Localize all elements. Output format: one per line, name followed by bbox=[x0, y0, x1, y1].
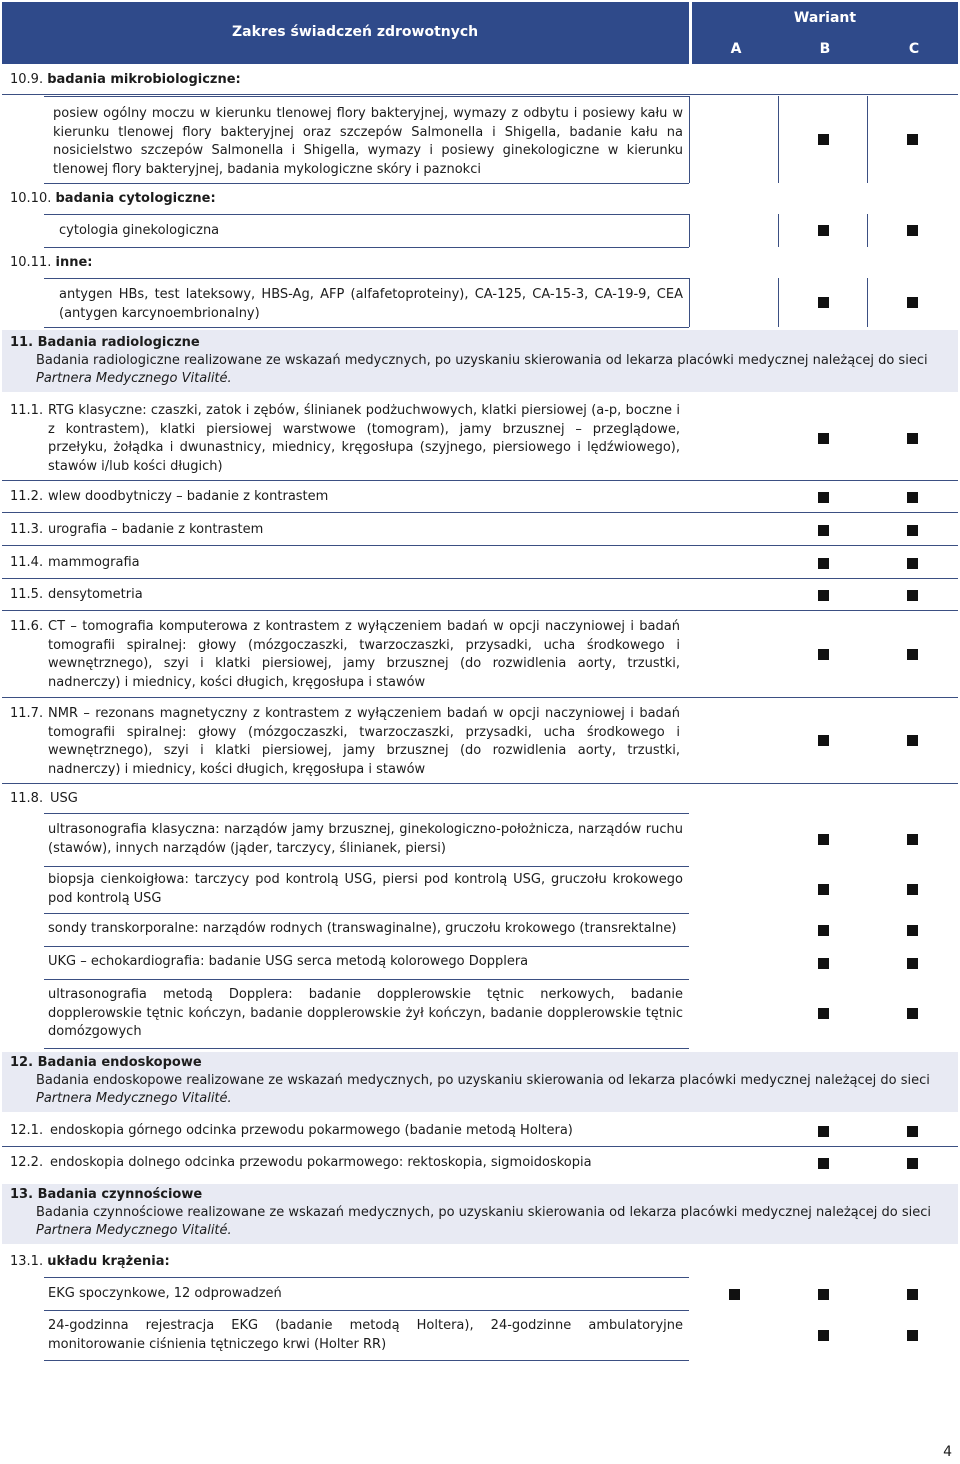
page-number: 4 bbox=[943, 1444, 952, 1460]
group-13 bbox=[2, 1184, 958, 1244]
mark-b bbox=[818, 297, 829, 308]
divider bbox=[2, 610, 958, 611]
item-number: 11.8. bbox=[10, 791, 44, 806]
item-number: 11.1. bbox=[10, 403, 44, 418]
variant-a-label: A bbox=[730, 41, 742, 57]
mark-b bbox=[818, 134, 829, 145]
table-row bbox=[44, 947, 689, 980]
mark-b bbox=[818, 958, 829, 969]
mark-b bbox=[818, 433, 829, 444]
mark-c bbox=[907, 225, 918, 236]
item-text: wlew doodbytniczy – badanie z kontrastem bbox=[48, 489, 329, 504]
row-text: antygen HBs, test lateksowy, HBS-Ag, AFP (alfafetoproteiny), CA-125, CA-15-3, CA-19-9, CEA (antygen karcynoembrionalny) bbox=[59, 287, 683, 321]
column-line bbox=[867, 278, 868, 327]
table-row bbox=[44, 96, 689, 184]
section-number: 10.9. bbox=[10, 72, 44, 87]
mark-b bbox=[818, 1289, 829, 1300]
item-text: urografia – badanie z kontrastem bbox=[48, 522, 264, 537]
item-text: endoskopia górnego odcinka przewodu pokarmowego (badanie metodą Holtera) bbox=[50, 1123, 573, 1138]
row-text: biopsja cienkoigłowa: tarczycy pod kontrolą USG, piersi pod kontrolą USG, gruczołu krokowego pod kontrolą USG bbox=[48, 872, 683, 906]
section-10-9 bbox=[10, 72, 241, 87]
section-number: 13.1. bbox=[10, 1254, 44, 1269]
item-number: 11.2. bbox=[10, 489, 44, 504]
divider bbox=[2, 783, 958, 784]
item-text: RTG klasyczne: czaszki, zatok i zębów, ślinianek podżuchwowych, klatki piersiowej (a-p, boczne i z kontrastem), klatki piersiowej warstwowe (tomogram), jamy brzusznej – przeglądowe, przełyku, żołądka i dwunastnicy, miednicy, kręgosłupa (szyjnego, piersiowego i lędźwiowego), stawów i/lub kości długich) bbox=[48, 403, 680, 474]
row-text: EKG spoczynkowe, 12 odprowadzeń bbox=[48, 1286, 282, 1301]
column-line bbox=[867, 214, 868, 247]
section-number: 10.10. bbox=[10, 191, 52, 206]
row-text: ultrasonografia klasyczna: narządów jamy brzusznej, ginekologiczno-położnicza, narządów ruchu (stawów), innych narządów (jąder, tarczycy, ślinianek, piersi) bbox=[48, 822, 683, 856]
group-partner: Partnera Medycznego Vitalité. bbox=[36, 371, 232, 386]
group-11 bbox=[2, 330, 958, 392]
variant-c-label: C bbox=[908, 41, 920, 57]
mark-c bbox=[907, 433, 918, 444]
mark-c bbox=[907, 525, 918, 536]
column-line bbox=[778, 96, 779, 183]
mark-b bbox=[818, 558, 829, 569]
table-row bbox=[44, 1277, 689, 1311]
divider bbox=[2, 480, 958, 481]
table-header-variant bbox=[692, 2, 958, 64]
group-title: 11. Badania radiologiczne bbox=[10, 335, 200, 350]
divider bbox=[2, 697, 958, 698]
group-title: 13. Badania czynnościowe bbox=[10, 1187, 203, 1202]
group-description: Badania endoskopowe realizowane ze wskazań medycznych, po uzyskaniu skierowania od lekarza placówki medycznej należącej do sieci bbox=[36, 1073, 930, 1088]
mark-c bbox=[907, 1289, 918, 1300]
mark-c bbox=[907, 649, 918, 660]
item-number: 12.1. bbox=[10, 1123, 44, 1138]
item-number: 12.2. bbox=[10, 1155, 44, 1170]
mark-b bbox=[818, 1126, 829, 1137]
header-wariant: Wariant bbox=[793, 10, 857, 26]
item-number: 11.3. bbox=[10, 522, 44, 537]
table-row bbox=[44, 214, 689, 248]
item-text: endoskopia dolnego odcinka przewodu pokarmowego: rektoskopia, sigmoidoskopia bbox=[50, 1155, 592, 1170]
mark-c bbox=[907, 492, 918, 503]
section-label: układu krążenia: bbox=[47, 1254, 170, 1269]
row-text: posiew ogólny moczu w kierunku tlenowej flory bakteryjnej, wymazy z odbytu i posiewy kału w kierunku tlenowej flory bakteryjnej oraz szczepów Salmonella i Shigella, badanie kału na nosicielstwo szczepów Salmonella i Shigella, wymazy i posiewy ginekologiczne w kierunku tlenowej flory bakteryjnej, badania mykologiczne skóry i paznokci bbox=[53, 106, 683, 177]
divider bbox=[2, 512, 958, 513]
section-10-11 bbox=[10, 255, 92, 270]
mark-b bbox=[818, 1330, 829, 1341]
group-description: Badania radiologiczne realizowane ze wskazań medycznych, po uzyskaniu skierowania od lekarza placówki medycznej należącej do sieci bbox=[36, 353, 928, 368]
header-title: Zakres świadczeń zdrowotnych bbox=[232, 24, 479, 40]
group-title: 12. Badania endoskopowe bbox=[10, 1055, 202, 1070]
mark-c bbox=[907, 958, 918, 969]
divider bbox=[2, 1146, 958, 1147]
mark-a bbox=[729, 1289, 740, 1300]
table-row bbox=[44, 278, 689, 328]
mark-b bbox=[818, 1008, 829, 1019]
row-text: sondy transkorporalne: narządów rodnych (transwaginalne), gruczołu krokowego (transrektalne) bbox=[48, 921, 677, 936]
column-line bbox=[778, 278, 779, 327]
section-10-10 bbox=[10, 191, 216, 206]
mark-c bbox=[907, 297, 918, 308]
item-text: NMR – rezonans magnetyczny z kontrastem z wyłączeniem badań w opcji naczyniowej i badań tomografii spiralnej: głowy (mózgoczaszki, twarzoczaszki, przysadki, ucha środkowego i wewnętrznego), szyi i klatki piersiowej, jamy brzusznej (do rozwidlenia aorty, trzustki, nadnerczy) i miednicy, kości długich, kręgosłupa i stawów bbox=[48, 706, 680, 777]
row-text: ultrasonografia metodą Dopplera: badanie dopplerowskie tętnic nerkowych, badanie dopplerowskie tętnic kończyn, badanie dopplerowskie żył kończyn, badanie dopplerowskie tętnic domózgowych bbox=[48, 987, 683, 1039]
mark-c bbox=[907, 884, 918, 895]
item-number: 11.5. bbox=[10, 587, 44, 602]
section-number: 10.11. bbox=[10, 255, 52, 270]
column-line bbox=[689, 278, 690, 327]
mark-c bbox=[907, 925, 918, 936]
mark-c bbox=[907, 1008, 918, 1019]
item-number: 11.7. bbox=[10, 706, 44, 721]
table-row bbox=[44, 1310, 689, 1361]
table-row bbox=[44, 980, 689, 1049]
mark-c bbox=[907, 134, 918, 145]
section-label: badania mikrobiologiczne: bbox=[47, 72, 241, 87]
variant-b-label: B bbox=[819, 41, 831, 57]
column-line bbox=[689, 96, 690, 183]
group-partner: Partnera Medycznego Vitalité. bbox=[36, 1223, 232, 1238]
mark-c bbox=[907, 1330, 918, 1341]
mark-b bbox=[818, 1158, 829, 1169]
mark-b bbox=[818, 735, 829, 746]
row-text: UKG – echokardiografia: badanie USG serca metodą kolorowego Dopplera bbox=[48, 954, 529, 969]
column-line bbox=[778, 214, 779, 247]
mark-b bbox=[818, 649, 829, 660]
mark-b bbox=[818, 834, 829, 845]
section-13-1 bbox=[10, 1254, 170, 1269]
mark-c bbox=[907, 558, 918, 569]
item-number: 11.6. bbox=[10, 619, 44, 634]
mark-c bbox=[907, 834, 918, 845]
table-row bbox=[44, 866, 689, 914]
mark-c bbox=[907, 1158, 918, 1169]
column-line bbox=[867, 96, 868, 183]
mark-b bbox=[818, 925, 829, 936]
section-label: badania cytologiczne: bbox=[55, 191, 216, 206]
mark-b bbox=[818, 590, 829, 601]
mark-c bbox=[907, 1126, 918, 1137]
table-row bbox=[44, 813, 689, 867]
table-row bbox=[44, 914, 689, 947]
group-description: Badania czynnościowe realizowane ze wskazań medycznych, po uzyskaniu skierowania od lekarza placówki medycznej należącej do sieci bbox=[36, 1205, 932, 1220]
item-text: densytometria bbox=[48, 587, 143, 602]
table-header-scope bbox=[2, 2, 689, 64]
mark-b bbox=[818, 225, 829, 236]
divider bbox=[2, 545, 958, 546]
mark-b bbox=[818, 525, 829, 536]
divider bbox=[2, 578, 958, 579]
item-text: mammografia bbox=[48, 555, 140, 570]
mark-b bbox=[818, 884, 829, 895]
row-text: cytologia ginekologiczna bbox=[59, 223, 220, 238]
mark-b bbox=[818, 492, 829, 503]
group-partner: Partnera Medycznego Vitalité. bbox=[36, 1091, 232, 1106]
mark-c bbox=[907, 735, 918, 746]
section-label: inne: bbox=[55, 255, 93, 270]
row-text: 24-godzinna rejestracja EKG (badanie metodą Holtera), 24-godzinne ambulatoryjne monitorowanie ciśnienia tętniczego krwi (Holter RR) bbox=[48, 1318, 683, 1352]
group-12 bbox=[2, 1052, 958, 1112]
column-line bbox=[689, 214, 690, 247]
item-text: USG bbox=[50, 791, 78, 806]
item-number: 11.4. bbox=[10, 555, 44, 570]
divider bbox=[2, 94, 958, 95]
item-text: CT – tomografia komputerowa z kontrastem z wyłączeniem badań w opcji naczyniowej i badań tomografii spiralnej: głowy (mózgoczaszki, twarzoczaszki, przysadki, ucha środkowego i wewnętrznego), szyi i klatki piersiowej, jamy brzusznej (do rozwidlenia aorty, trzustki, nadnerczy) i miednicy, kości długich, kręgosłupa i stawów bbox=[48, 619, 680, 690]
mark-c bbox=[907, 590, 918, 601]
